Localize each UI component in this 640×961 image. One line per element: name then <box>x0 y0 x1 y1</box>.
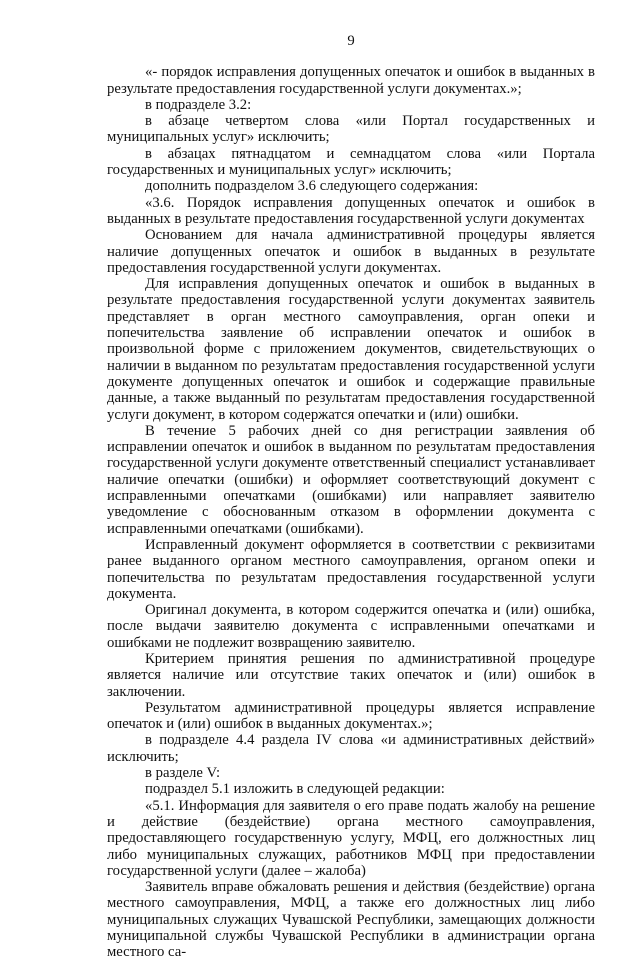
paragraph: в разделе V: <box>145 765 221 782</box>
paragraph: Исправленный документ оформляется в соответствии с реквизитами ранее выданного органом местного самоуправления, органом опеки и попечительства по результатам предоставления государственной услуги документа. <box>107 536 595 602</box>
paragraph: «- порядок исправления допущенных опечаток и ошибок в выданных в результате предоставления государственной услуги документах.»; <box>107 64 595 97</box>
paragraph: В течение 5 рабочих дней со дня регистрации заявления об исправлении опечаток и ошибок в выданном по результатам предоставления государственной услуги документе ответственный специалист устанавливает наличие опечатки (ошибки) и оформляет соответствующий документ с исправленными опечатками (ошибками) или направляет заявителю уведомление с обоснованным отказом в оформлении документа с исправленными опечатками (ошибками). <box>107 422 595 537</box>
document-body <box>107 64 595 960</box>
paragraph: Критерием принятия решения по административной процедуре является наличие или отсутствие таких опечаток и (или) ошибок в заключении. <box>107 650 595 700</box>
paragraph: «3.6. Порядок исправления допущенных опечаток и ошибок в выданных в результате предоставления государственной услуги документах <box>107 194 595 227</box>
paragraph: в абзаце четвертом слова «или Портал государственных и муниципальных услуг» исключить; <box>107 113 595 146</box>
paragraph: Для исправления допущенных опечаток и ошибок в выданных в результате предоставления государственной услуги документах заявитель представляет в орган местного самоуправления, орган опеки и попечительства заявление об исправлении опечаток и ошибок в произвольной форме с приложением документов, свидетельствующих о наличии в выданном по результатам предоставления государственной услуги документе допущенных опечаток и ошибок и содержащие правильные данные, а также выданный по результатам предоставления государственной услуги документ, в котором содержатся опечатки и (или) ошибки. <box>107 276 595 423</box>
paragraph: Заявитель вправе обжаловать решения и действия (бездействие) органа местного самоуправления, МФЦ, а также его должностных лиц либо муниципальных служащих Чувашской Республики, замещающих должности муниципальной службы Чувашской Республики в администрации органа местного са- <box>107 879 595 961</box>
paragraph: в подразделе 3.2: <box>145 96 252 113</box>
paragraph: «5.1. Информация для заявителя о его праве подать жалобу на решение и действие (бездействие) органа местного самоуправления, предоставляющего государственную услугу, МФЦ, его должностных лиц либо муниципальных служащих, работников МФЦ при предоставлении государственной услуги (далее – жалоба) <box>107 797 595 879</box>
paragraph: Основанием для начала административной процедуры является наличие допущенных опечаток и ошибок в выданных в результате предоставления государственной услуги документах. <box>107 227 595 276</box>
paragraph: Оригинал документа, в котором содержится опечатка и (или) ошибка, после выдачи заявителю документа с исправленными опечатками и ошибками не подлежит возвращению заявителю. <box>107 602 595 651</box>
page-number: 9 <box>347 33 355 49</box>
paragraph: дополнить подразделом 3.6 следующего содержания: <box>145 178 479 195</box>
paragraph: Результатом административной процедуры является исправление опечаток и (или) ошибок в выданных документах.»; <box>107 699 595 733</box>
paragraph: подраздел 5.1 изложить в следующей редакции: <box>145 781 445 798</box>
paragraph: в подразделе 4.4 раздела IV слова «и административных действий» исключить; <box>107 732 595 765</box>
paragraph: в абзацах пятнадцатом и семнадцатом слова «или Портала государственных и муниципальных услуг» исключить; <box>107 145 595 179</box>
